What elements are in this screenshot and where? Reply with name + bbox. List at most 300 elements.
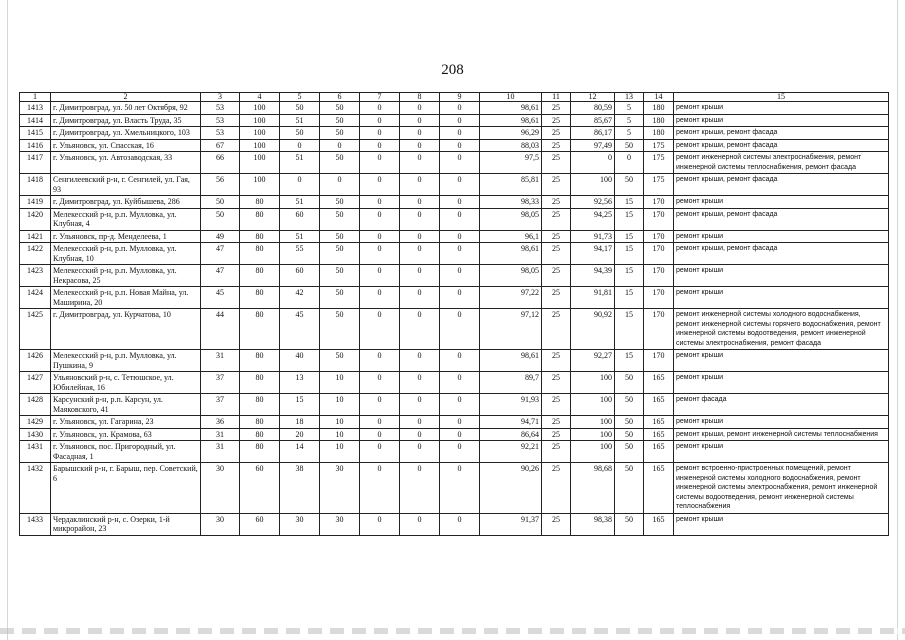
- cell-col5: 0: [280, 139, 320, 152]
- cell-col14: 175: [644, 152, 674, 174]
- cell-col14: 170: [644, 196, 674, 209]
- cell-col4: 80: [240, 243, 280, 265]
- row-number: 1419: [20, 196, 51, 209]
- cell-col10: 94,71: [480, 416, 542, 429]
- cell-col13: 15: [615, 243, 644, 265]
- cell-col9: 0: [440, 372, 480, 394]
- cell-col10: 97,22: [480, 287, 542, 309]
- row-number: 1433: [20, 513, 51, 535]
- cell-col12: 85,67: [571, 114, 615, 127]
- cell-col4: 100: [240, 127, 280, 140]
- cell-col14: 170: [644, 208, 674, 230]
- row-number: 1423: [20, 265, 51, 287]
- cell-col8: 0: [400, 265, 440, 287]
- table-row: [20, 127, 889, 140]
- cell-col12: 86,17: [571, 127, 615, 140]
- cell-col7: 0: [360, 208, 400, 230]
- cell-col9: 0: [440, 416, 480, 429]
- address-cell: г. Димитровград, ул. Хмельницкого, 103: [51, 127, 201, 140]
- table-row: [20, 243, 889, 265]
- column-header: 2: [51, 93, 201, 102]
- cell-col3: 44: [201, 309, 240, 350]
- cell-col3: 37: [201, 372, 240, 394]
- cell-col7: 0: [360, 174, 400, 196]
- row-number: 1432: [20, 463, 51, 514]
- cell-col11: 25: [542, 230, 571, 243]
- cell-col10: 98,61: [480, 350, 542, 372]
- cell-col4: 100: [240, 102, 280, 115]
- cell-col5: 50: [280, 102, 320, 115]
- scan-edge-right: [897, 0, 898, 640]
- cell-col4: 80: [240, 372, 280, 394]
- cell-col8: 0: [400, 416, 440, 429]
- address-cell: Мелекесский р-н, р.п. Мулловка, ул. Некрасова, 25: [51, 265, 201, 287]
- cell-col9: 0: [440, 394, 480, 416]
- cell-col12: 94,39: [571, 265, 615, 287]
- cell-col7: 0: [360, 102, 400, 115]
- cell-col4: 80: [240, 350, 280, 372]
- address-cell: Мелекесский р-н, р.п. Новая Майна, ул. Машиpина, 20: [51, 287, 201, 309]
- cell-col9: 0: [440, 350, 480, 372]
- cell-col11: 25: [542, 196, 571, 209]
- cell-col5: 45: [280, 309, 320, 350]
- cell-col6: 50: [320, 243, 360, 265]
- cell-col11: 25: [542, 441, 571, 463]
- cell-col7: 0: [360, 513, 400, 535]
- cell-col5: 20: [280, 428, 320, 441]
- cell-col14: 165: [644, 441, 674, 463]
- cell-col7: 0: [360, 463, 400, 514]
- cell-col3: 30: [201, 463, 240, 514]
- cell-col5: 42: [280, 287, 320, 309]
- works-cell: ремонт встроенно-пристроенных помещений, ремонт инженерной системы холодного водоснабжения, ремонт инженерной системы электроснабжения, ремонт инженерной системы водоотведения, ремонт инженерной системы теплоснабжения: [674, 463, 889, 514]
- cell-col10: 97,12: [480, 309, 542, 350]
- row-number: 1428: [20, 394, 51, 416]
- column-header: 9: [440, 93, 480, 102]
- column-header: 1: [20, 93, 51, 102]
- cell-col9: 0: [440, 196, 480, 209]
- cell-col13: 5: [615, 114, 644, 127]
- cell-col9: 0: [440, 152, 480, 174]
- cell-col3: 66: [201, 152, 240, 174]
- row-number: 1417: [20, 152, 51, 174]
- row-number: 1431: [20, 441, 51, 463]
- cell-col9: 0: [440, 174, 480, 196]
- address-cell: г. Ульяновск, ул. Спасская, 16: [51, 139, 201, 152]
- cell-col7: 0: [360, 230, 400, 243]
- cell-col13: 15: [615, 208, 644, 230]
- cell-col5: 40: [280, 350, 320, 372]
- cell-col11: 25: [542, 127, 571, 140]
- cell-col13: 15: [615, 350, 644, 372]
- cell-col10: 88,03: [480, 139, 542, 152]
- address-cell: г. Ульяновск, ул. Гагарина, 23: [51, 416, 201, 429]
- table-row: [20, 230, 889, 243]
- works-cell: ремонт фасада: [674, 394, 889, 416]
- address-cell: г. Ульяновск, пр-д. Менделеева, 1: [51, 230, 201, 243]
- cell-col13: 50: [615, 441, 644, 463]
- column-header: 3: [201, 93, 240, 102]
- cell-col6: 50: [320, 127, 360, 140]
- cell-col12: 91,73: [571, 230, 615, 243]
- cell-col11: 25: [542, 513, 571, 535]
- cell-col11: 25: [542, 152, 571, 174]
- cell-col8: 0: [400, 287, 440, 309]
- address-cell: г. Димитровград, ул. Курчатова, 10: [51, 309, 201, 350]
- cell-col9: 0: [440, 463, 480, 514]
- column-header: 15: [674, 93, 889, 102]
- cell-col3: 53: [201, 127, 240, 140]
- works-cell: ремонт крыши: [674, 102, 889, 115]
- cell-col6: 50: [320, 196, 360, 209]
- cell-col10: 98,05: [480, 208, 542, 230]
- cell-col6: 30: [320, 463, 360, 514]
- cell-col9: 0: [440, 114, 480, 127]
- cell-col12: 100: [571, 394, 615, 416]
- cell-col4: 100: [240, 174, 280, 196]
- address-cell: г. Ульяновск, ул. Автозаводская, 33: [51, 152, 201, 174]
- cell-col5: 51: [280, 196, 320, 209]
- cell-col4: 80: [240, 230, 280, 243]
- cell-col7: 0: [360, 350, 400, 372]
- address-cell: Мелекесский р-н, р.п. Мулловка, ул. Клубная, 10: [51, 243, 201, 265]
- works-cell: ремонт инженерной системы электроснабжения, ремонт инженерной системы теплоснабжения, ремонт фасада: [674, 152, 889, 174]
- row-number: 1425: [20, 309, 51, 350]
- cell-col11: 25: [542, 350, 571, 372]
- cell-col10: 98,05: [480, 265, 542, 287]
- cell-col7: 0: [360, 309, 400, 350]
- cell-col8: 0: [400, 208, 440, 230]
- works-cell: ремонт крыши, ремонт фасада: [674, 127, 889, 140]
- cell-col5: 50: [280, 127, 320, 140]
- cell-col9: 0: [440, 309, 480, 350]
- cell-col9: 0: [440, 428, 480, 441]
- table-row: [20, 416, 889, 429]
- cell-col14: 165: [644, 428, 674, 441]
- cell-col5: 30: [280, 513, 320, 535]
- cell-col5: 18: [280, 416, 320, 429]
- cell-col12: 97,49: [571, 139, 615, 152]
- cell-col6: 10: [320, 394, 360, 416]
- cell-col6: 50: [320, 309, 360, 350]
- cell-col14: 170: [644, 309, 674, 350]
- cell-col10: 89,7: [480, 372, 542, 394]
- cell-col12: 91,81: [571, 287, 615, 309]
- cell-col7: 0: [360, 243, 400, 265]
- cell-col11: 25: [542, 243, 571, 265]
- cell-col13: 50: [615, 394, 644, 416]
- cell-col6: 50: [320, 287, 360, 309]
- cell-col8: 0: [400, 463, 440, 514]
- cell-col13: 5: [615, 102, 644, 115]
- cell-col14: 170: [644, 265, 674, 287]
- cell-col4: 80: [240, 428, 280, 441]
- page-number: 208: [441, 62, 464, 78]
- column-header: 8: [400, 93, 440, 102]
- row-number: 1422: [20, 243, 51, 265]
- address-cell: Карсунский р-н, р.п. Карсун, ул. Маяковского, 41: [51, 394, 201, 416]
- cell-col4: 80: [240, 208, 280, 230]
- cell-col8: 0: [400, 441, 440, 463]
- cell-col3: 47: [201, 243, 240, 265]
- cell-col6: 50: [320, 152, 360, 174]
- cell-col7: 0: [360, 441, 400, 463]
- cell-col5: 51: [280, 230, 320, 243]
- cell-col12: 100: [571, 174, 615, 196]
- cell-col14: 170: [644, 230, 674, 243]
- cell-col10: 98,61: [480, 102, 542, 115]
- cell-col11: 25: [542, 114, 571, 127]
- cell-col8: 0: [400, 196, 440, 209]
- cell-col9: 0: [440, 127, 480, 140]
- cell-col3: 45: [201, 287, 240, 309]
- table-row: [20, 428, 889, 441]
- cell-col10: 85,81: [480, 174, 542, 196]
- column-header: 6: [320, 93, 360, 102]
- cell-col11: 25: [542, 394, 571, 416]
- cell-col4: 100: [240, 152, 280, 174]
- cell-col11: 25: [542, 372, 571, 394]
- works-cell: ремонт крыши: [674, 114, 889, 127]
- cell-col4: 100: [240, 114, 280, 127]
- cell-col6: 50: [320, 114, 360, 127]
- cell-col13: 15: [615, 230, 644, 243]
- cell-col4: 100: [240, 139, 280, 152]
- address-cell: Мелекесский р-н, р.п. Мулловка, ул. Пушкина, 9: [51, 350, 201, 372]
- cell-col8: 0: [400, 102, 440, 115]
- cell-col7: 0: [360, 127, 400, 140]
- cell-col13: 50: [615, 139, 644, 152]
- cell-col6: 10: [320, 416, 360, 429]
- cell-col7: 0: [360, 428, 400, 441]
- cell-col3: 50: [201, 196, 240, 209]
- works-cell: ремонт инженерной системы холодного водоснабжения, ремонт инженерной системы горячего водоснабжения, ремонт инженерной системы водоотведения, ремонт инженерной системы электроснабжения, ремонт фасада: [674, 309, 889, 350]
- cell-col3: 31: [201, 428, 240, 441]
- table-row: [20, 139, 889, 152]
- works-cell: ремонт крыши, ремонт фасада: [674, 174, 889, 196]
- cell-col6: 50: [320, 208, 360, 230]
- works-cell: ремонт крыши: [674, 372, 889, 394]
- cell-col3: 67: [201, 139, 240, 152]
- address-cell: Мелекесский р-н, р.п. Мулловка, ул. Клубная, 4: [51, 208, 201, 230]
- row-number: 1416: [20, 139, 51, 152]
- cell-col12: 94,25: [571, 208, 615, 230]
- cell-col14: 180: [644, 127, 674, 140]
- address-cell: Барышский р-н, г. Барыш, пер. Советский, 6: [51, 463, 201, 514]
- cell-col14: 165: [644, 513, 674, 535]
- works-cell: ремонт крыши, ремонт фасада: [674, 208, 889, 230]
- table-row: [20, 265, 889, 287]
- cell-col6: 50: [320, 102, 360, 115]
- address-cell: г. Димитровград, ул. 50 лет Октября, 92: [51, 102, 201, 115]
- row-number: 1415: [20, 127, 51, 140]
- row-number: 1426: [20, 350, 51, 372]
- cell-col3: 47: [201, 265, 240, 287]
- cell-col12: 92,56: [571, 196, 615, 209]
- cell-col8: 0: [400, 350, 440, 372]
- cell-col14: 165: [644, 416, 674, 429]
- cell-col3: 50: [201, 208, 240, 230]
- table-row: [20, 463, 889, 514]
- cell-col10: 90,26: [480, 463, 542, 514]
- table-row: [20, 394, 889, 416]
- cell-col9: 0: [440, 265, 480, 287]
- cell-col8: 0: [400, 139, 440, 152]
- cell-col11: 25: [542, 208, 571, 230]
- cell-col11: 25: [542, 265, 571, 287]
- cell-col3: 36: [201, 416, 240, 429]
- cell-col13: 15: [615, 287, 644, 309]
- cell-col4: 80: [240, 394, 280, 416]
- cell-col8: 0: [400, 152, 440, 174]
- cell-col4: 80: [240, 441, 280, 463]
- works-cell: ремонт крыши: [674, 230, 889, 243]
- cell-col8: 0: [400, 372, 440, 394]
- cell-col14: 165: [644, 463, 674, 514]
- cell-col11: 25: [542, 416, 571, 429]
- cell-col4: 80: [240, 287, 280, 309]
- row-number: 1414: [20, 114, 51, 127]
- cell-col8: 0: [400, 127, 440, 140]
- cell-col11: 25: [542, 428, 571, 441]
- cell-col5: 51: [280, 152, 320, 174]
- cell-col4: 80: [240, 416, 280, 429]
- cell-col11: 25: [542, 463, 571, 514]
- header-row: [20, 93, 889, 102]
- cell-col6: 30: [320, 513, 360, 535]
- column-header: 4: [240, 93, 280, 102]
- works-cell: ремонт крыши, ремонт инженерной системы теплоснабжения: [674, 428, 889, 441]
- table-row: [20, 208, 889, 230]
- cell-col8: 0: [400, 309, 440, 350]
- cell-col4: 80: [240, 265, 280, 287]
- cell-col6: 10: [320, 441, 360, 463]
- cell-col9: 0: [440, 139, 480, 152]
- table-row: [20, 102, 889, 115]
- works-cell: ремонт крыши: [674, 265, 889, 287]
- cell-col10: 91,37: [480, 513, 542, 535]
- cell-col10: 96,1: [480, 230, 542, 243]
- table-row: [20, 287, 889, 309]
- cell-col6: 10: [320, 428, 360, 441]
- column-header: 7: [360, 93, 400, 102]
- cell-col9: 0: [440, 441, 480, 463]
- cell-col9: 0: [440, 513, 480, 535]
- column-header: 13: [615, 93, 644, 102]
- cell-col5: 60: [280, 265, 320, 287]
- cell-col8: 0: [400, 174, 440, 196]
- row-number: 1420: [20, 208, 51, 230]
- cell-col12: 98,38: [571, 513, 615, 535]
- cell-col5: 14: [280, 441, 320, 463]
- cell-col3: 56: [201, 174, 240, 196]
- address-cell: г. Димитровград, ул. Куйбышева, 286: [51, 196, 201, 209]
- cell-col12: 90,92: [571, 309, 615, 350]
- cell-col7: 0: [360, 114, 400, 127]
- column-header: 5: [280, 93, 320, 102]
- cell-col12: 80,59: [571, 102, 615, 115]
- cell-col10: 92,21: [480, 441, 542, 463]
- cell-col12: 100: [571, 441, 615, 463]
- cell-col3: 53: [201, 114, 240, 127]
- cell-col11: 25: [542, 102, 571, 115]
- cell-col12: 100: [571, 428, 615, 441]
- cell-col7: 0: [360, 287, 400, 309]
- cell-col10: 86,64: [480, 428, 542, 441]
- address-cell: Сенгилеевский р-н, г. Сенгилей, ул. Гая, 93: [51, 174, 201, 196]
- row-number: 1413: [20, 102, 51, 115]
- row-number: 1429: [20, 416, 51, 429]
- table-row: [20, 513, 889, 535]
- table-row: [20, 196, 889, 209]
- cell-col8: 0: [400, 394, 440, 416]
- cell-col11: 25: [542, 287, 571, 309]
- cell-col7: 0: [360, 416, 400, 429]
- cell-col3: 30: [201, 513, 240, 535]
- table-row: [20, 152, 889, 174]
- cell-col5: 38: [280, 463, 320, 514]
- cell-col3: 53: [201, 102, 240, 115]
- column-header: 12: [571, 93, 615, 102]
- cell-col7: 0: [360, 372, 400, 394]
- cell-col8: 0: [400, 513, 440, 535]
- cell-col14: 170: [644, 243, 674, 265]
- buildings-table: [19, 92, 889, 536]
- cell-col14: 165: [644, 372, 674, 394]
- cell-col10: 96,29: [480, 127, 542, 140]
- cell-col12: 100: [571, 372, 615, 394]
- table-body: [20, 102, 889, 536]
- cell-col10: 98,61: [480, 243, 542, 265]
- cell-col11: 25: [542, 174, 571, 196]
- table-row: [20, 174, 889, 196]
- cell-col6: 50: [320, 230, 360, 243]
- cell-col13: 0: [615, 152, 644, 174]
- cell-col6: 10: [320, 372, 360, 394]
- cell-col12: 92,27: [571, 350, 615, 372]
- cell-col4: 60: [240, 513, 280, 535]
- cell-col12: 100: [571, 416, 615, 429]
- cell-col10: 98,33: [480, 196, 542, 209]
- cell-col13: 15: [615, 265, 644, 287]
- cell-col7: 0: [360, 139, 400, 152]
- cell-col7: 0: [360, 394, 400, 416]
- cell-col13: 15: [615, 309, 644, 350]
- address-cell: г. Ульяновск, ул. Крамова, 63: [51, 428, 201, 441]
- cell-col10: 91,93: [480, 394, 542, 416]
- cell-col12: 98,68: [571, 463, 615, 514]
- cell-col5: 55: [280, 243, 320, 265]
- cell-col8: 0: [400, 114, 440, 127]
- table-row: [20, 350, 889, 372]
- cell-col10: 97,5: [480, 152, 542, 174]
- address-cell: Чердаклинский р-н, с. Озерки, 1-й микрорайон, 23: [51, 513, 201, 535]
- cell-col9: 0: [440, 287, 480, 309]
- cell-col3: 31: [201, 350, 240, 372]
- row-number: 1427: [20, 372, 51, 394]
- address-cell: г. Ульяновск, пос. Пригородный, ул. Фасадная, 1: [51, 441, 201, 463]
- cell-col13: 15: [615, 196, 644, 209]
- cell-col5: 13: [280, 372, 320, 394]
- row-number: 1430: [20, 428, 51, 441]
- cell-col13: 50: [615, 463, 644, 514]
- cell-col6: 0: [320, 139, 360, 152]
- cell-col14: 180: [644, 114, 674, 127]
- cell-col4: 60: [240, 463, 280, 514]
- address-cell: г. Димитровград, ул. Власть Труда, 35: [51, 114, 201, 127]
- cell-col14: 180: [644, 102, 674, 115]
- cell-col13: 50: [615, 513, 644, 535]
